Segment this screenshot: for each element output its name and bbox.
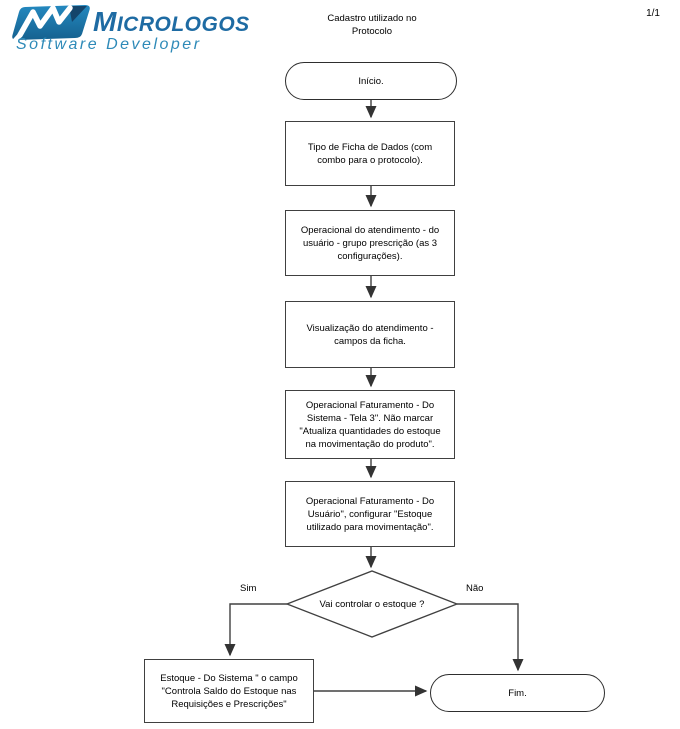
flowchart-start-node xyxy=(285,62,457,100)
flowchart-step-faturamento-sistema xyxy=(285,390,455,459)
decision-yes-label: Sim xyxy=(240,583,257,594)
document-title-line2: Protocolo xyxy=(351,26,393,37)
flowchart-end-node xyxy=(430,674,605,712)
document-title xyxy=(272,12,472,38)
brand-tagline: Software Developer xyxy=(16,36,202,53)
flowchart-step-visualizacao-atendimento xyxy=(285,301,455,368)
decision-node-label: Vai controlar o estoque ? xyxy=(319,598,425,610)
step-label: Estoque - Do Sistema " o campo "Controla Saldo do Estoque nas Requisições e Prescrições" xyxy=(160,672,298,710)
step-label: Operacional Faturamento - Do Sistema - Tela 3". Não marcar "Atualiza quantidades do estoque na movimentação do produto". xyxy=(299,399,441,450)
step-label: Operacional do atendimento - do usuário - grupo prescrição (as 3 configurações). xyxy=(300,224,440,262)
page-indicator: 1/1 xyxy=(646,8,660,19)
step-label: Operacional Faturamento - Do Usuário", configurar "Estoque utilizado para movimentação". xyxy=(305,495,435,533)
document-title-line1: Cadastro utilizado no xyxy=(327,13,417,24)
decision-no-label: Não xyxy=(466,583,484,594)
flowchart-step-faturamento-usuario xyxy=(285,481,455,547)
flowchart-step-estoque-sistema xyxy=(144,659,314,723)
end-node-label: Fim. xyxy=(508,687,527,699)
brand-name: MICROLOGOS xyxy=(93,6,250,37)
flowchart-step-tipo-ficha xyxy=(285,121,455,186)
start-node-label: Início. xyxy=(358,75,384,87)
flowchart-step-operacional-atendimento xyxy=(285,210,455,276)
step-label: Visualização do atendimento - campos da ficha. xyxy=(306,322,434,347)
step-label: Tipo de Ficha de Dados (com combo para o protocolo). xyxy=(307,141,433,166)
